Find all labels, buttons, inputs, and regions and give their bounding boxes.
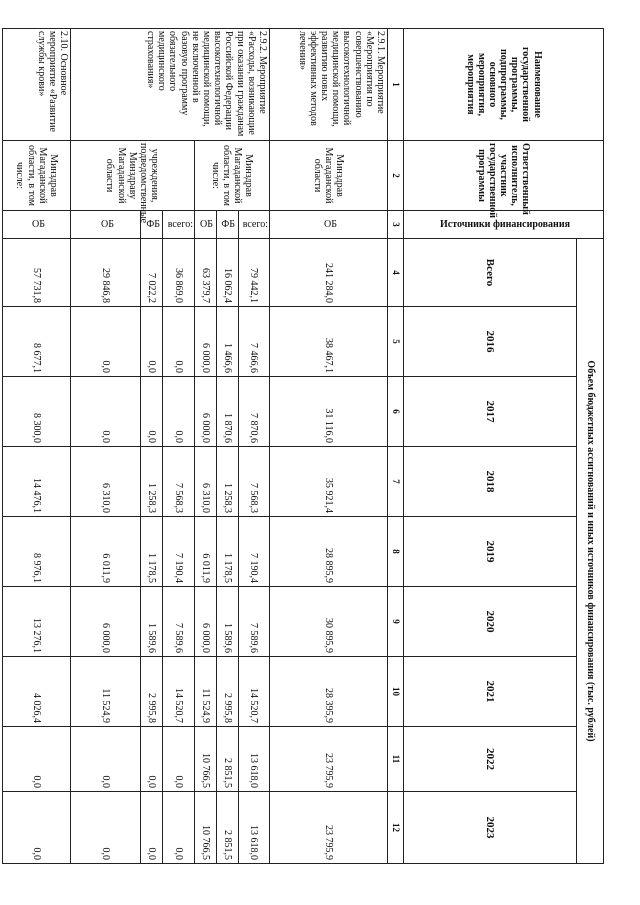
value-cell: 0,0 [163,792,194,864]
header-year: 2016 [404,307,577,377]
row-source-text: ОБ [200,218,214,230]
value-cell: 0,0 [71,307,141,377]
value-cell: 2 851,5 [216,792,238,864]
row-source-text: ОБ [100,218,114,230]
value-cell: 10 766,5 [194,727,216,792]
value-cell: 6 000,0 [194,587,216,657]
value-cell: 38 467,1 [270,307,388,377]
value-cell: 241 284,0 [270,239,388,307]
value-cell: 29 846,8 [71,239,141,307]
value-cell: 7 589,6 [238,587,269,657]
value-cell: 6 310,0 [71,447,141,517]
value-cell: 23 795,9 [270,792,388,864]
column-number: 12 [388,792,404,864]
value-cell: 4 026,4 [3,657,71,727]
row-executor: Минздрав Магаданской области, в том числе: [3,141,71,211]
value-cell: 57 731,8 [3,239,71,307]
value-cell: 0,0 [141,727,163,792]
value-cell: 0,0 [141,377,163,447]
value-cell: 23 795,9 [270,727,388,792]
value-cell: 79 442,1 [238,239,269,307]
column-number: 7 [388,447,404,517]
column-number: 8 [388,517,404,587]
header-year: 2023 [404,792,577,864]
value-cell: 7 870,6 [238,377,269,447]
value-cell: 14 476,1 [3,447,71,517]
value-cell: 0,0 [71,727,141,792]
value-cell: 0,0 [141,792,163,864]
row-executor: Минздрав Магаданской области, в том числе: [194,141,269,211]
value-cell: 6 000,0 [194,377,216,447]
header-source-text: Источники финансирования [440,218,571,230]
table-row [270,29,388,864]
header-name: Наименование государственной программы, подпрограммы, основного мероприятия, мероприятия [404,29,604,141]
value-cell: 28 395,9 [270,657,388,727]
column-numbers-row [388,29,404,864]
value-cell: 7 190,4 [238,517,269,587]
value-cell: 1 870,6 [216,377,238,447]
value-cell: 8 976,1 [3,517,71,587]
column-number: 4 [388,239,404,307]
value-cell: 1 258,3 [141,447,163,517]
value-cell: 13 276,1 [3,587,71,657]
value-cell: 1 589,6 [141,587,163,657]
header-year: 2017 [404,377,577,447]
column-number: 10 [388,657,404,727]
value-cell: 2 995,8 [216,657,238,727]
table-row [3,29,71,864]
header-source [404,211,604,239]
header-executor: Ответственный исполнитель, участник государственной программы [404,141,604,211]
value-cell: 28 895,9 [270,517,388,587]
column-number: 1 [388,29,404,141]
value-cell: 10 766,5 [194,792,216,864]
value-cell: 31 116,0 [270,377,388,447]
value-cell: 1 258,3 [216,447,238,517]
row-source [3,211,71,239]
row-source-text: ФБ [221,218,236,230]
value-cell: 6 310,0 [194,447,216,517]
document-sheet [14,28,604,863]
row-executor: учреждения, подведомственные Минздраву Магаданской области [71,141,194,211]
value-cell: 0,0 [163,377,194,447]
value-cell: 8 300,0 [3,377,71,447]
value-cell: 7 466,6 [238,307,269,377]
value-cell: 7 568,3 [163,447,194,517]
table-row [163,29,194,864]
value-cell: 6 011,9 [194,517,216,587]
row-name: 2.9.2. Мероприятие «Расходы, возникающие при оказании гражданам Российской Федерации высокотехнологичной медицинской помощи, не включенной в базовую программу обязательного медицинского страхования» [71,29,270,141]
row-source-text: ФБ [146,218,160,230]
row-source [71,211,141,239]
value-cell: 6 000,0 [71,587,141,657]
value-cell: 63 379,7 [194,239,216,307]
value-cell: 7 022,2 [141,239,163,307]
value-cell: 6 011,9 [71,517,141,587]
row-source-text: ОБ [323,218,337,230]
value-cell: 2 995,8 [141,657,163,727]
column-number: 11 [388,727,404,792]
value-cell: 14 520,7 [238,657,269,727]
row-source [216,211,238,239]
value-cell: 7 568,3 [238,447,269,517]
value-cell: 16 062,4 [216,239,238,307]
header-year: 2019 [404,517,577,587]
row-source [194,211,216,239]
value-cell: 7 190,4 [163,517,194,587]
value-cell: 0,0 [163,727,194,792]
row-source [163,211,194,239]
header-year: 2018 [404,447,577,517]
value-cell: 11 524,9 [71,657,141,727]
value-cell: 36 869,0 [163,239,194,307]
column-number: 9 [388,587,404,657]
row-source [238,211,269,239]
value-cell: 14 520,7 [163,657,194,727]
value-cell: 0,0 [71,792,141,864]
row-source-text: всего: [167,218,193,230]
value-cell: 8 677,1 [3,307,71,377]
row-name: 2.9.1. Мероприятие «Мероприятия по совершенствованию высокотехнологичной медицинской помощи, развитию новых эффективных методов лечения» [270,29,388,141]
row-name: 2.10. Основное мероприятие «Развитие службы крови» [3,29,71,141]
value-cell: 1 178,5 [141,517,163,587]
row-source-text: ОБ [31,218,45,230]
value-cell: 1 178,5 [216,517,238,587]
column-number: 3 [388,211,404,239]
value-cell: 11 524,9 [194,657,216,727]
value-cell: 0,0 [163,307,194,377]
value-cell: 6 000,0 [194,307,216,377]
value-cell: 7 589,6 [163,587,194,657]
value-cell: 0,0 [3,727,71,792]
value-cell: 30 895,9 [270,587,388,657]
column-number: 6 [388,377,404,447]
column-number: 2 [388,141,404,211]
value-cell: 0,0 [71,377,141,447]
table-row [238,29,269,864]
header-total: Всего [404,239,577,307]
header-funding: Объем бюджетных ассигнований и иных источников финансирования (тыс. рублей) [577,239,604,864]
row-source [270,211,388,239]
row-source-text: всего: [242,218,268,230]
value-cell: 2 851,5 [216,727,238,792]
value-cell: 0,0 [141,307,163,377]
rotated-table-container [14,28,604,863]
value-cell: 35 921,4 [270,447,388,517]
value-cell: 1 466,6 [216,307,238,377]
value-cell: 13 618,0 [238,792,269,864]
column-number: 5 [388,307,404,377]
header-year: 2021 [404,657,577,727]
header-year: 2022 [404,727,577,792]
header-year: 2020 [404,587,577,657]
funding-table [2,28,604,864]
value-cell: 0,0 [3,792,71,864]
row-executor: Минздрав Магаданской области [270,141,388,211]
value-cell: 13 618,0 [238,727,269,792]
value-cell: 1 589,6 [216,587,238,657]
